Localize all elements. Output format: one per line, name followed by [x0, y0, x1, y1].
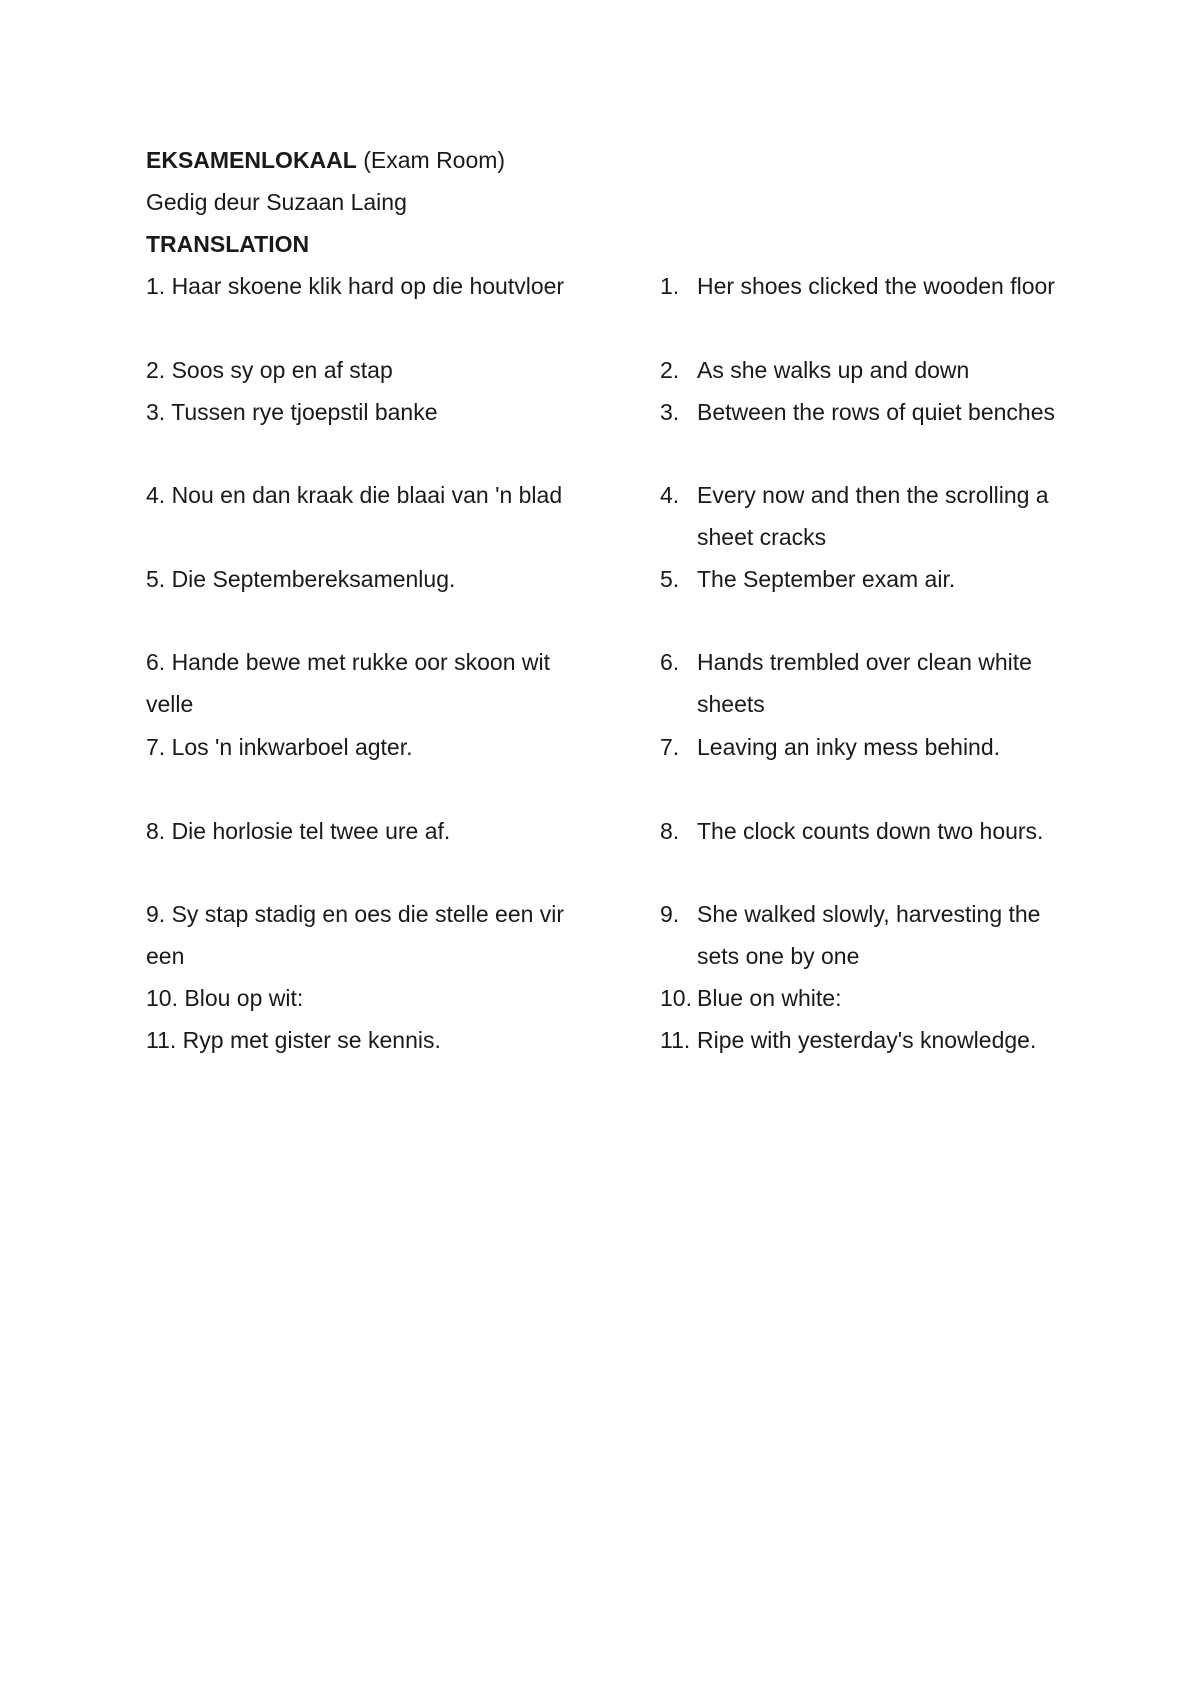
title-english: (Exam Room) — [356, 147, 506, 173]
afrikaans-line: 2. Soos sy op en af stap — [146, 357, 393, 383]
afrikaans-line: 5. Die Septembereksamenlug. — [146, 566, 456, 592]
english-text: The September exam air. — [697, 566, 956, 592]
afrikaans-line: 1. Haar skoene klik hard op die houtvloer — [146, 273, 565, 299]
english-text: She walked slowly, harvesting the sets one by one — [697, 901, 1041, 969]
afrikaans-line: 9. Sy stap stadig en oes die stelle een vir een — [146, 901, 565, 969]
line-number: 8. — [660, 818, 680, 844]
english-text: The clock counts down two hours. — [697, 818, 1044, 844]
section-heading: TRANSLATION — [146, 231, 310, 257]
line-number: 9. — [660, 901, 680, 927]
afrikaans-line: 6. Hande bewe met rukke oor skoon wit velle — [146, 649, 550, 717]
line-number: 5. — [660, 566, 680, 592]
english-text: Between the rows of quiet benches — [697, 399, 1056, 425]
afrikaans-line: 4. Nou en dan kraak die blaai van 'n blad — [146, 482, 563, 508]
line-number: 7. — [660, 734, 680, 760]
afrikaans-line: 10. Blou op wit: — [146, 985, 304, 1011]
line-number: 10. — [660, 985, 692, 1011]
english-text: Every now and then the scrolling a sheet cracks — [697, 482, 1049, 550]
line-number: 11. — [660, 1027, 691, 1053]
english-text: Blue on white: — [697, 985, 842, 1011]
line-number: 4. — [660, 482, 680, 508]
line-number: 3. — [660, 399, 680, 425]
english-text: As she walks up and down — [697, 357, 970, 383]
afrikaans-line: 11. Ryp met gister se kennis. — [146, 1027, 441, 1053]
english-text: Her shoes clicked the wooden floor — [697, 273, 1055, 299]
afrikaans-line: 3. Tussen rye tjoepstil banke — [146, 399, 438, 425]
english-text: Ripe with yesterday's knowledge. — [697, 1027, 1037, 1053]
line-number: 1. — [660, 273, 680, 299]
line-number: 2. — [660, 357, 680, 383]
english-text: Leaving an inky mess behind. — [697, 734, 1001, 760]
document-title — [146, 146, 505, 174]
title-afrikaans: EKSAMENLOKAAL — [146, 147, 357, 173]
afrikaans-line: 7. Los 'n inkwarboel agter. — [146, 734, 413, 760]
line-number: 6. — [660, 649, 680, 675]
document-subtitle: Gedig deur Suzaan Laing — [146, 189, 407, 215]
english-text: Hands trembled over clean white sheets — [697, 649, 1032, 717]
afrikaans-line: 8. Die horlosie tel twee ure af. — [146, 818, 451, 844]
